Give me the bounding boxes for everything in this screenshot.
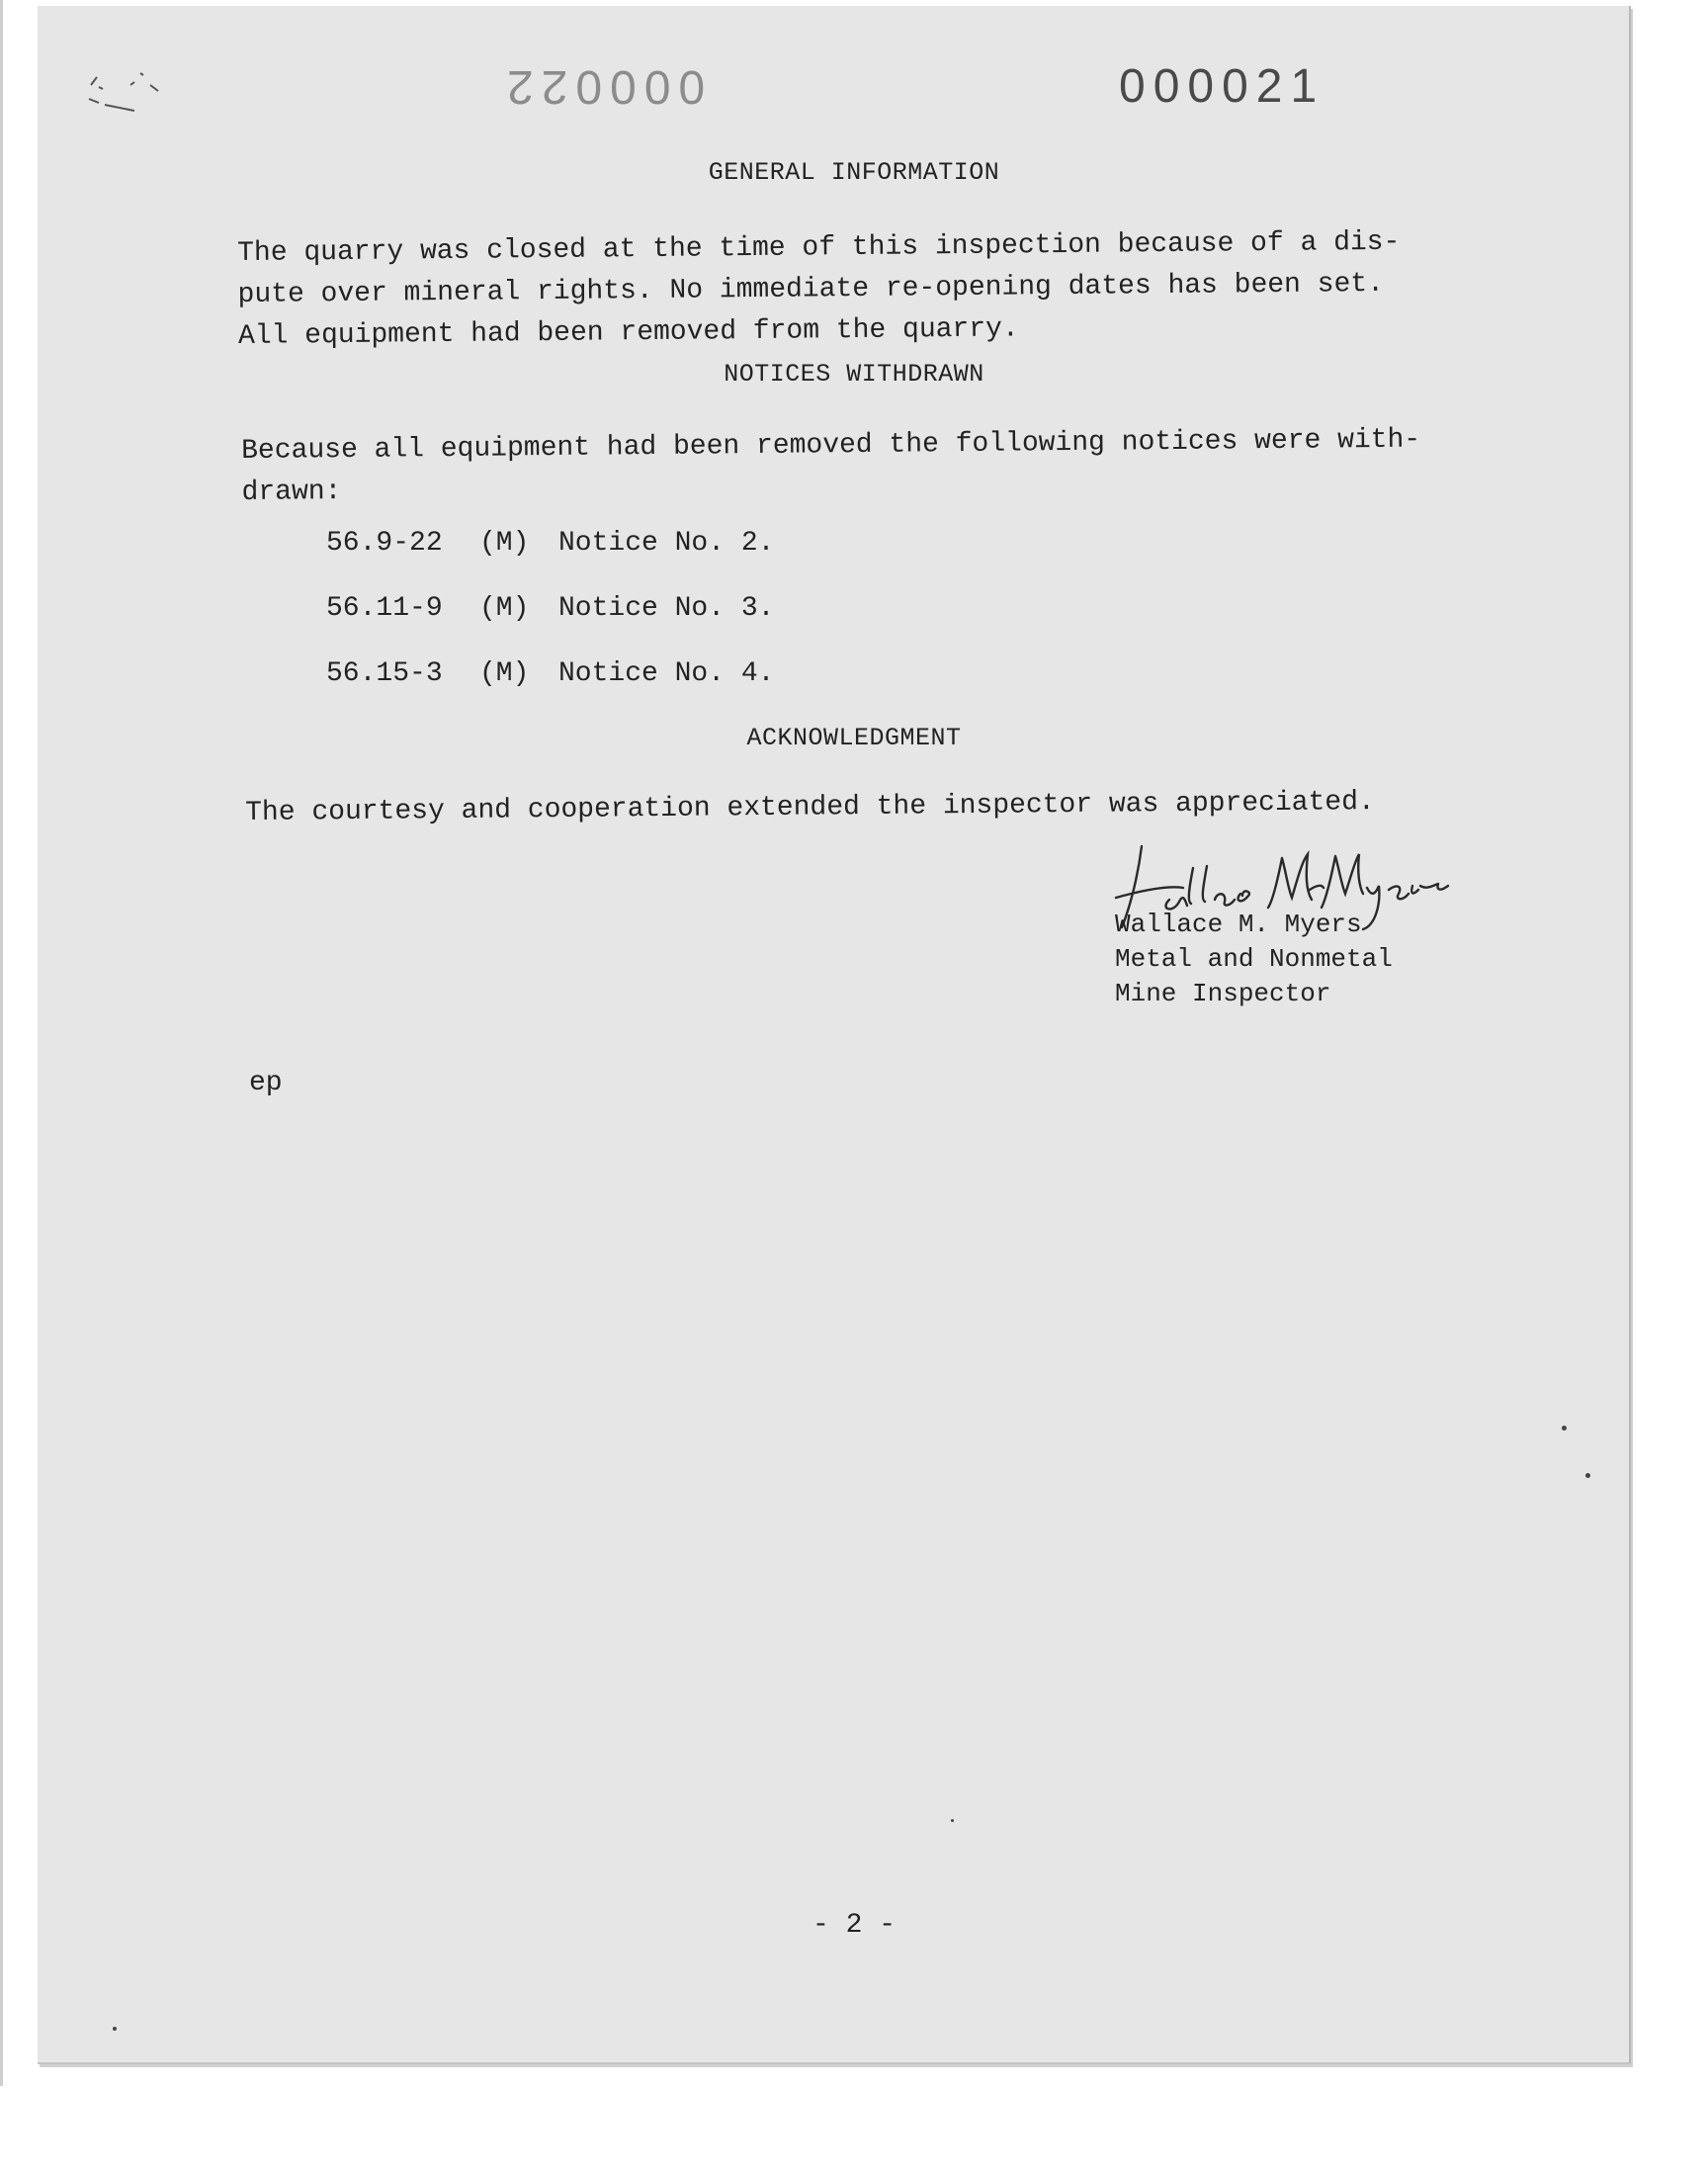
notice-type: (M) <box>479 528 530 559</box>
notices-withdrawn-paragraph <box>241 420 1421 514</box>
notices-withdrawn-heading: NOTICES WITHDRAWN <box>724 360 984 389</box>
notice-item <box>326 528 774 559</box>
typist-initials: ep <box>249 1068 283 1098</box>
notice-type: (M) <box>479 658 530 689</box>
scan-left-edge <box>0 0 3 2086</box>
bates-stamp-inverted: 000022 <box>499 60 706 113</box>
signature-block <box>1115 908 1393 1011</box>
general-information-line: The quarry was closed at the time of this inspection because of a dis- <box>237 226 1401 269</box>
notice-item <box>326 658 774 689</box>
notice-number: Notice No. 2. <box>558 528 775 559</box>
scan-speck <box>1562 1426 1567 1431</box>
notices-withdrawn-line: Because all equipment had been removed the following notices were with- <box>241 424 1421 467</box>
acknowledgment-heading: ACKNOWLEDGMENT <box>746 724 962 752</box>
general-information-line: pute over mineral rights. No immediate re-opening dates has been set. <box>237 268 1385 310</box>
notice-type: (M) <box>479 593 530 624</box>
acknowledgment-text: The courtesy and cooperation extended the inspector was appreciated. <box>245 787 1375 828</box>
signer-title-line1: Metal and Nonmetal <box>1115 944 1393 974</box>
bates-stamp: 000021 <box>1119 60 1325 113</box>
notice-code: 56.15-3 <box>326 658 443 689</box>
notice-code: 56.9-22 <box>326 528 443 559</box>
scan-speck-marks <box>81 65 229 144</box>
notices-withdrawn-line: drawn: <box>241 477 342 508</box>
scan-speck <box>113 2027 117 2031</box>
notice-number: Notice No. 4. <box>558 658 775 689</box>
scan-speck <box>951 1819 954 1822</box>
scan-speck <box>1585 1473 1590 1478</box>
signer-title-line2: Mine Inspector <box>1115 979 1331 1008</box>
page-number: - 2 - <box>811 1910 896 1941</box>
signer-name: Wallace M. Myers <box>1115 910 1362 939</box>
general-information-paragraph <box>237 222 1401 358</box>
general-information-heading: GENERAL INFORMATION <box>708 158 1000 187</box>
notice-code: 56.11-9 <box>326 593 443 624</box>
notice-number: Notice No. 3. <box>558 593 775 624</box>
notice-item <box>326 593 774 624</box>
general-information-line: All equipment had been removed from the quarry. <box>237 313 1019 352</box>
